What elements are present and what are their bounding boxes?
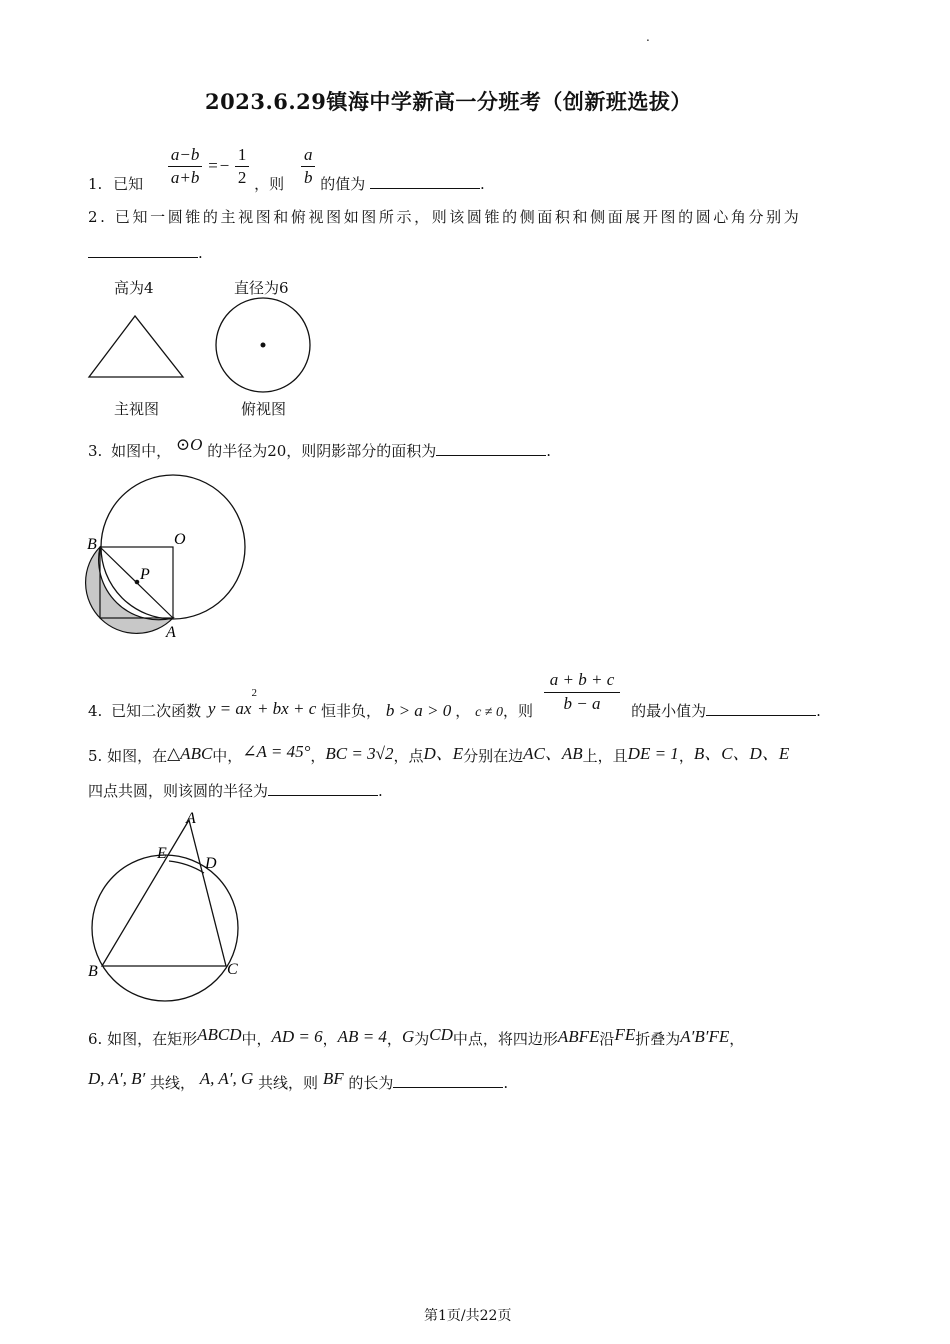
q6-cd: CD [429, 1025, 453, 1044]
q6-mid: 中点，将四边形 [452, 1030, 558, 1048]
q1-fraction-2 [235, 145, 250, 188]
q6-bf: BF [322, 1069, 344, 1088]
page-title: 2023.6.29镇海中学新高一分班考（创新班选拔） [205, 89, 692, 114]
q2-caption-front-bottom: 主视图 [114, 400, 160, 418]
q5-triangle: △ABC [167, 744, 213, 763]
q6-is: 为 [414, 1030, 430, 1048]
q3-label-o: O [174, 531, 186, 548]
q4-ineq: b > a > 0 [385, 701, 452, 720]
q1-frac2-den: 2 [237, 168, 247, 187]
q3-shaded-region [86, 547, 173, 633]
q3-point-p [135, 580, 140, 585]
q1-frac2-num: 1 [235, 145, 250, 167]
q5-and: 上，且 [582, 747, 628, 765]
q1-equals: =− [207, 155, 231, 175]
q6-suffix: 的长为 [348, 1074, 394, 1092]
q3-figure [80, 470, 255, 645]
q3-label-b: B [87, 536, 97, 553]
q6-ad: AD = 6 [271, 1027, 323, 1046]
q6-g: G [401, 1027, 415, 1046]
q4-prefix: 已知二次函数 [111, 702, 202, 720]
q2-number: 2. [88, 208, 108, 226]
q5-points: B、C、D、E [693, 744, 790, 763]
q6-fe: FE [614, 1025, 636, 1044]
q3-answer-blank[interactable] [436, 443, 546, 456]
q5-sides: AC、AB [523, 744, 583, 763]
q2-front-view-triangle [89, 316, 183, 377]
question-1: 1. 已知 $\frac{a-b}{a+b}$ =− $\frac{1}{2}$ ，则 $\frac{a}{b}$ 的值为 . [88, 145, 485, 193]
q1-frac1-den: a+b [170, 168, 200, 187]
q1-mid: ，则 [254, 174, 285, 193]
q4-frac-num: a + b + c [544, 670, 621, 693]
q6-pts2: A, A′, G [199, 1069, 254, 1088]
q2-text: 已知一圆锥的主视图和俯视图如图所示，则该圆锥的侧面积和侧面展开图的圆心角分别为 [114, 208, 802, 226]
q3-circle-symbol: ⊙O [175, 435, 203, 454]
q6-along: 沿 [599, 1030, 615, 1048]
q3-label-p: P [140, 566, 150, 583]
header-mark: . [646, 30, 650, 44]
q6-answer-blank[interactable] [393, 1075, 503, 1088]
q5-de-points: D、E [423, 744, 464, 763]
q4-fraction [544, 670, 621, 714]
q5-de-len: DE = 1 [627, 744, 679, 763]
q6-ab: AB = 4 [337, 1027, 387, 1046]
q6-pts1: D, A′, B′ [88, 1069, 146, 1088]
q5-label-b: B [88, 963, 98, 980]
q4-func-lhs: y = ax [207, 699, 252, 718]
q1-prefix: 已知 [113, 174, 144, 193]
q2-caption-top-top: 直径为6 [234, 279, 289, 297]
q4-func-exp: 2 [251, 687, 257, 699]
q2-caption-front-top: 高为4 [114, 279, 154, 297]
q5-bc: BC = 3√2 [325, 744, 394, 763]
q3-label-a: A [166, 624, 176, 641]
q3-prefix: 如图中， [111, 442, 172, 460]
q3-number: 3. [88, 442, 103, 460]
q2-answer-line: . [88, 244, 203, 262]
q5-line2: 四点共圆，则该圆的半径为 [88, 782, 269, 800]
q4-sep: ， [455, 702, 471, 720]
q6-colinear1: 共线， [149, 1074, 195, 1092]
page-footer: 第1页/共22页 [424, 1308, 512, 1324]
q1-answer-blank[interactable] [370, 176, 480, 189]
q5-on: 分别在边 [463, 747, 524, 765]
question-2 [88, 206, 801, 227]
q4-answer-blank[interactable] [706, 703, 816, 716]
q3-suffix: 的半径为20，则阴影部分的面积为 [207, 442, 437, 460]
question-5-line-2: 四点共圆，则该圆的半径为 . [88, 782, 383, 800]
q6-folded: A′B′FE [680, 1027, 730, 1046]
q6-prefix: 如图，在矩形 [107, 1030, 198, 1048]
question-4: 4. 已知二次函数 $y = ax^2+$ bx + c 恒非负， b > a > 0 ， c ≠ 0，则 $\frac{a + b + c}{b - a}$ 的最小值为 . [88, 670, 821, 720]
q5-answer-blank[interactable] [268, 783, 378, 796]
q1-frac3-num: a [301, 145, 316, 167]
q6-fold: 折叠为 [635, 1030, 681, 1048]
q6-number: 6. [88, 1030, 103, 1048]
q5-in: 中， [212, 747, 243, 765]
q5-sep1: ， [310, 747, 326, 765]
q1-frac3-den: b [303, 168, 313, 187]
q1-fraction-1 [168, 145, 202, 188]
question-6-line-2: D, A′, B′ 共线， A, A′, G 共线，则 BF 的长为 . [88, 1069, 509, 1092]
q5-figure [80, 805, 255, 1005]
q5-triangle-abc [102, 820, 226, 966]
q6-rect: ABCD [197, 1025, 242, 1044]
q2-figure [80, 295, 320, 405]
q4-suffix: 的最小值为 [631, 702, 707, 720]
q4-number: 4. [88, 702, 103, 720]
q6-colinear2: 共线，则 [258, 1074, 319, 1092]
q1-fraction-3 [301, 145, 316, 188]
q4-frac-den: b − a [563, 694, 601, 713]
q5-angle: ∠A = 45° [242, 742, 311, 761]
q4-then: ，则 [502, 702, 533, 720]
q6-in: 中， [241, 1030, 272, 1048]
q5-label-a: A [186, 810, 196, 827]
q1-suffix: 的值为 [320, 174, 366, 193]
q5-dot: ，点 [393, 747, 424, 765]
q5-number: 5. [88, 747, 103, 765]
q1-number: 1. [88, 174, 103, 193]
q5-prefix: 如图，在 [107, 747, 168, 765]
q1-frac1-num: a−b [168, 145, 202, 167]
q6-abfe: ABFE [557, 1027, 600, 1046]
question-3: 3. 如图中， ⊙O 的半径为20，则阴影部分的面积为 . [88, 435, 552, 460]
q4-neq: c ≠ 0 [475, 705, 503, 720]
q5-label-c: C [227, 961, 238, 978]
question-6: 6. 如图，在矩形ABCD中，AD = 6，AB = 4，G为CD中点，将四边形ABFE沿FE折叠为A′B′FE， [88, 1025, 745, 1048]
q5-label-e: E [157, 845, 167, 862]
q5-label-d: D [205, 855, 217, 872]
question-5 [88, 735, 790, 765]
q6-sep: ， [322, 1030, 338, 1048]
q2-top-view-center [261, 343, 266, 348]
q2-caption-top-bottom: 俯视图 [241, 400, 287, 418]
q4-func-rhs: + bx + c [256, 699, 317, 718]
q2-answer-blank[interactable] [88, 245, 198, 258]
q5-sep2: ， [678, 747, 694, 765]
q4-cond1: 恒非负， [321, 702, 382, 720]
